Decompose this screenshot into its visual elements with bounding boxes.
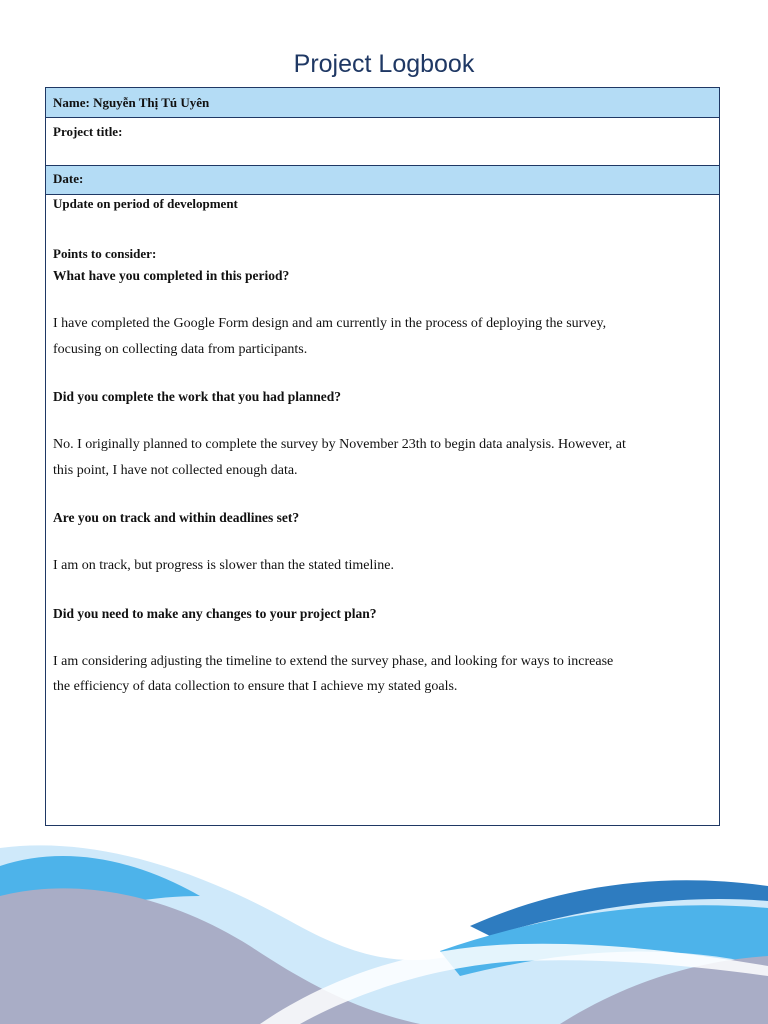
answer-1-line-1: I have completed the Google Form design and am currently in the process of deploying the survey, xyxy=(53,316,607,331)
answer-2-line-1: No. I originally planned to complete the survey by November 23th to begin data analysis. However, at xyxy=(53,437,626,452)
page-title: Project Logbook xyxy=(293,50,475,78)
answer-1 xyxy=(53,311,719,362)
answer-3 xyxy=(53,553,719,579)
date-row xyxy=(46,166,719,195)
logbook-table xyxy=(45,87,720,826)
question-4: Did you need to make any changes to your project plan? xyxy=(53,605,377,621)
answer-2 xyxy=(53,432,719,483)
points-label: Points to consider: xyxy=(53,246,157,261)
name-row xyxy=(46,88,719,118)
question-2: Did you complete the work that you had planned? xyxy=(53,389,342,404)
name-label: Name: Nguyễn Thị Tú Uyên xyxy=(53,95,210,110)
answer-1-line-2: focusing on collecting data from participants. xyxy=(53,341,308,357)
answer-4-line-2: the efficiency of data collection to ensure that I achieve my stated goals. xyxy=(53,679,458,694)
question-1: What have you completed in this period? xyxy=(53,268,290,283)
project-title-label: Project title: xyxy=(53,124,123,139)
section-heading: Update on period of development xyxy=(53,196,238,211)
date-label: Date: xyxy=(53,171,84,186)
decorative-waves xyxy=(0,826,768,1024)
answer-4-line-1: I am considering adjusting the timeline to extend the survey phase, and looking for ways to increase xyxy=(53,653,614,669)
question-3: Are you on track and within deadlines set? xyxy=(53,510,300,525)
answer-2-line-2: this point, I have not collected enough data. xyxy=(53,462,298,478)
update-section xyxy=(46,195,719,700)
answer-3-line-1: I am on track, but progress is slower than the stated timeline. xyxy=(53,558,394,573)
answer-4 xyxy=(53,649,719,700)
project-title-row xyxy=(46,118,719,166)
